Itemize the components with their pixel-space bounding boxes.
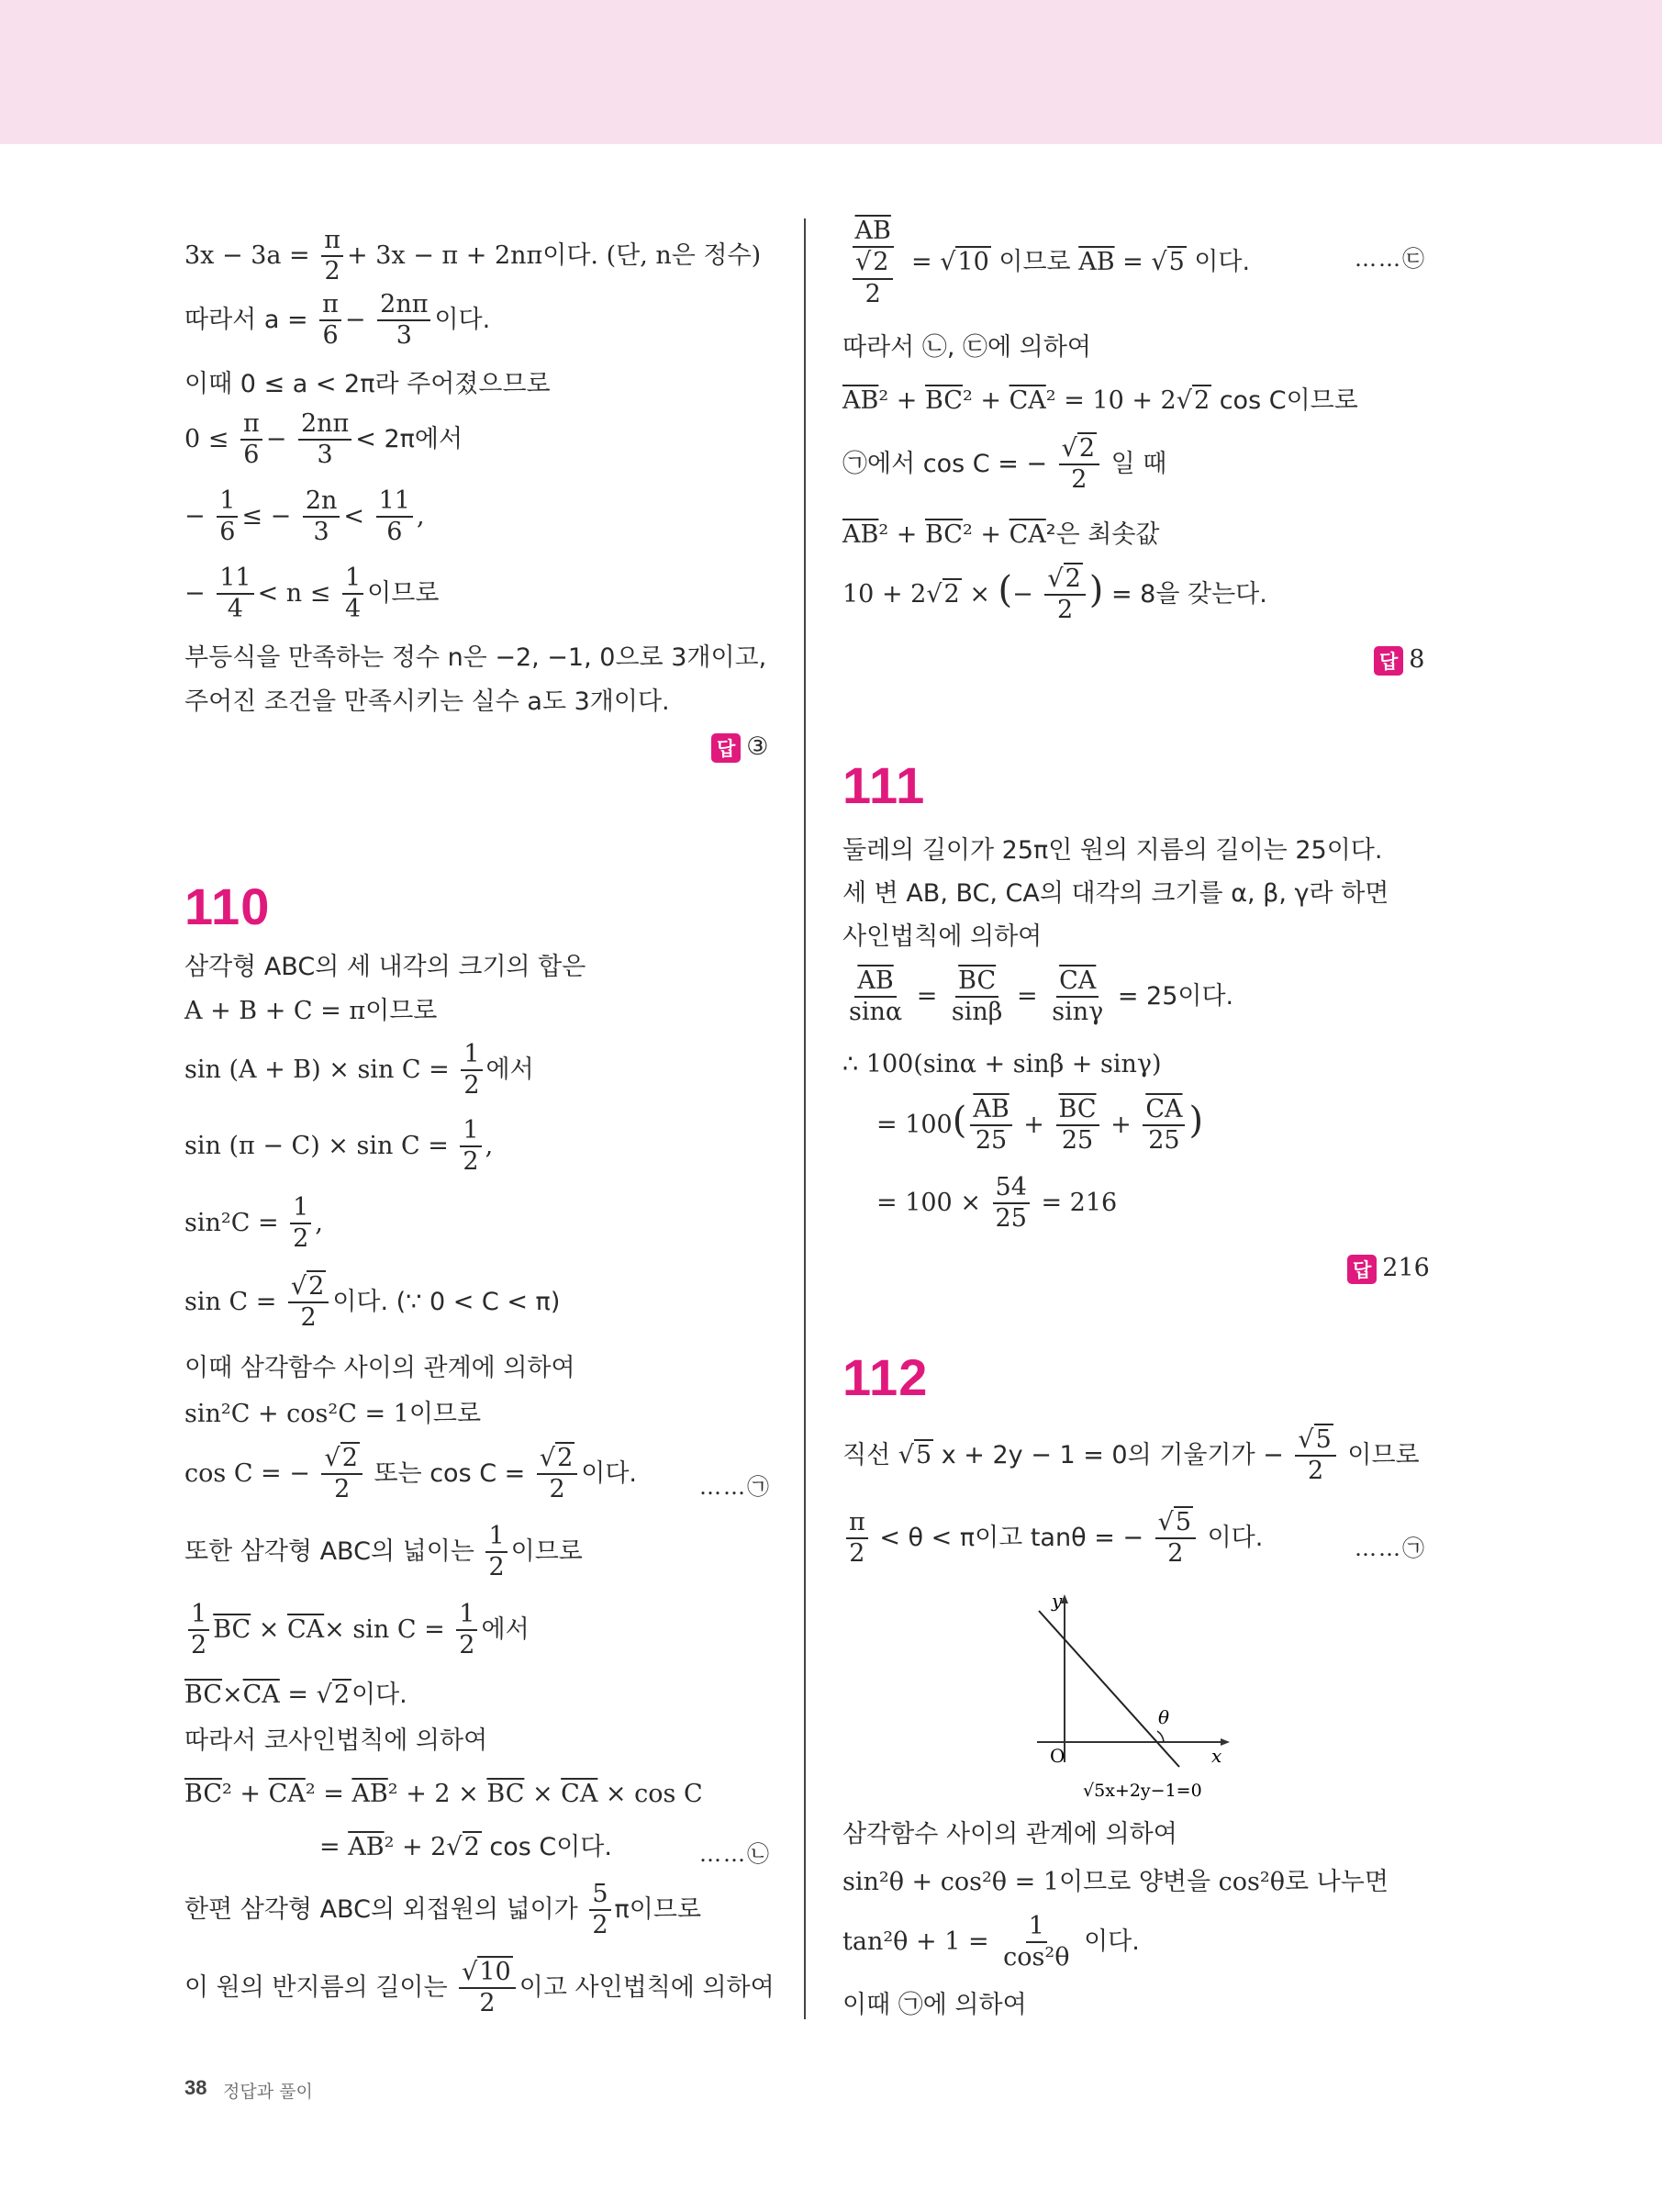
right-111-line-3: 사인법칙에 의하여 — [842, 922, 1043, 951]
radicand: 5 — [1168, 248, 1185, 277]
right-111-line-1: 둘레의 길이가 25π인 원의 지름의 길이는 25이다. — [842, 836, 1383, 865]
left-110-line-16 — [184, 1882, 701, 1939]
fraction — [1056, 1097, 1099, 1155]
fraction — [846, 1510, 868, 1568]
numerator: 2nπ — [377, 292, 430, 321]
numerator: √10 — [459, 1960, 516, 1989]
fraction — [298, 411, 351, 469]
left-110-line-6 — [184, 1274, 560, 1332]
text: , — [485, 1131, 494, 1160]
radicand: 2 — [308, 1272, 325, 1301]
text: 이므로 — [990, 248, 1079, 277]
segment: $\overline{AB}$ — [351, 1780, 388, 1808]
left-line-2 — [184, 292, 490, 350]
denominator: 2 — [479, 1989, 496, 2018]
denominator: 2 — [293, 1224, 309, 1254]
right-112-line-1: 직선 √5 x + 2y − 1 = 0의 기울기가 − $\frac{√5}{2}$ 이므로 — [842, 1425, 1420, 1486]
text: − — [1012, 579, 1042, 609]
right-line-2: 따라서 ㉡, ㉢에 의하여 — [842, 333, 1091, 362]
text: 일 때 — [1103, 449, 1167, 478]
text: 이다. — [1076, 1927, 1140, 1956]
mark-giyeok-2: ……㉠ — [1355, 1536, 1426, 1561]
text: × — [222, 1681, 243, 1709]
radicand: 10 — [479, 1958, 511, 1986]
segment: $\overline{BC}$ — [486, 1780, 525, 1808]
paren: ( — [998, 568, 1013, 611]
numerator: 1 — [485, 1524, 507, 1553]
answer-109 — [711, 732, 769, 763]
fraction — [217, 565, 253, 623]
radicand: 2 — [1193, 386, 1210, 415]
answer-value: ③ — [746, 732, 769, 761]
fraction — [240, 411, 262, 469]
numerator: $\overline{BC}$ — [955, 968, 998, 998]
left-110-line-5 — [184, 1195, 323, 1253]
fraction — [1000, 1914, 1072, 1972]
fraction — [1049, 968, 1106, 1026]
mark-digeut: ……㉢ — [1355, 246, 1426, 272]
header-band — [0, 0, 1662, 144]
left-110-line-14 — [184, 1779, 703, 1810]
numerator: π — [319, 292, 341, 321]
text: ² + 2 — [384, 1833, 447, 1861]
numerator: π — [321, 228, 343, 257]
text: 이므로 — [510, 1536, 583, 1566]
denominator: 2 — [1071, 465, 1088, 495]
text: 이 원의 반지름의 길이는 — [184, 1972, 456, 2002]
radicand: 5 — [1315, 1425, 1332, 1454]
text: = — [903, 248, 941, 277]
line-equation-label: √5x+2y−1=0 — [1083, 1781, 1202, 1801]
paren: ( — [952, 1099, 967, 1142]
text: × — [961, 579, 998, 609]
denominator: 2 — [1056, 596, 1074, 625]
numerator: 1 — [1026, 1914, 1047, 1943]
denominator: 2 — [592, 1911, 608, 1940]
numerator: √2 — [1059, 436, 1099, 465]
radicand: 10 — [957, 248, 989, 277]
fraction — [1059, 436, 1099, 494]
paren: ) — [1188, 1099, 1204, 1142]
radicand: 2 — [1078, 434, 1096, 463]
fraction — [846, 218, 899, 307]
text: = — [909, 981, 945, 1011]
numerator: 1 — [460, 1118, 481, 1147]
text: 한편 삼각형 ABC의 외접원의 넓이가 — [184, 1894, 586, 1924]
fraction — [461, 1042, 482, 1100]
right-line-1: $\frac{\overline{AB}}{\frac{√2}{2}}$ = √10 이므로 $\overline{AB} = √5$ 이다. — [842, 218, 1250, 307]
text: cos C이므로 — [1211, 386, 1358, 415]
fraction — [1155, 1510, 1196, 1568]
right-111-line-5: ∴ 100(sinα + sinβ + sinγ) — [842, 1050, 1162, 1078]
text: = — [319, 1833, 349, 1861]
text: 이다. — [1199, 1523, 1264, 1552]
left-110-line-11: $\frac{1}{2}$ $\overline{BC} \times \overline{CA}\times \sin C$ = $\frac{1}{2}$ 에서 — [184, 1602, 530, 1659]
segment: $\overline{CA}$ — [242, 1681, 280, 1709]
text: cos C = − — [184, 1458, 318, 1488]
text: 또는 cos C = — [365, 1458, 533, 1488]
denominator: 2 — [463, 1071, 480, 1100]
fraction — [949, 968, 1006, 1026]
denominator: 25 — [1061, 1126, 1094, 1156]
column-divider — [804, 218, 806, 2019]
radicand: 2 — [341, 1444, 358, 1472]
denominator: 3 — [396, 321, 412, 351]
fraction — [321, 228, 343, 285]
mark-nieun: ……㉡ — [699, 1841, 771, 1867]
fraction — [376, 488, 413, 546]
numerator: $\overline{AB}$ — [854, 968, 896, 998]
denominator: 6 — [219, 518, 236, 547]
text: , — [416, 501, 425, 531]
segment: $\overline{CA}$ — [561, 1780, 598, 1808]
answer-110 — [1374, 645, 1424, 676]
answer-badge: 답 — [1374, 646, 1403, 676]
radicand: 2 — [557, 1444, 574, 1472]
fraction — [993, 1175, 1030, 1233]
numerator: √5 — [1295, 1427, 1335, 1457]
denominator: 2 — [459, 1631, 475, 1660]
denominator: cos²θ — [1003, 1943, 1070, 1972]
numerator: 1 — [342, 565, 363, 595]
text: = — [1009, 981, 1046, 1011]
fraction — [1143, 1097, 1185, 1155]
text: 0 ≤ — [184, 424, 237, 453]
answer-badge: 답 — [711, 733, 741, 763]
denominator: 2 — [334, 1475, 351, 1504]
fraction — [188, 1602, 209, 1659]
segment: $\overline{AB}$ — [842, 386, 879, 415]
denominator: 2 — [300, 1303, 317, 1333]
numerator: 2n — [303, 488, 340, 518]
answer-111 — [1347, 1254, 1430, 1284]
denominator: 4 — [344, 595, 362, 624]
fraction — [485, 1524, 507, 1581]
numerator: 1 — [188, 1602, 209, 1631]
inner-denominator: 2 — [864, 279, 881, 308]
text: ² + 2 × — [387, 1780, 487, 1808]
text: − — [184, 578, 214, 608]
text: 이므로 — [367, 578, 440, 608]
denominator: sinβ — [951, 998, 1003, 1027]
right-line-5 — [842, 519, 1160, 551]
text: < n ≤ — [257, 578, 339, 608]
segment: $\overline{BC}$ — [924, 520, 963, 549]
right-111-line-2: 세 변 AB, BC, CA의 대각의 크기를 α, β, γ라 하면 — [842, 879, 1389, 908]
denominator: 25 — [1148, 1126, 1180, 1156]
fraction — [290, 1195, 311, 1253]
denominator: sinγ — [1052, 998, 1104, 1027]
numerator: √2 — [321, 1446, 362, 1475]
left-110-line-7: 이때 삼각함수 사이의 관계에 의하여 — [184, 1354, 575, 1382]
fraction — [970, 1097, 1011, 1155]
text: − — [344, 305, 374, 334]
numerator: √2 — [288, 1274, 329, 1303]
segment: $\overline{BC}$ — [924, 386, 963, 415]
text: + 3x − π + 2nπ이다. (단, n은 정수) — [347, 240, 762, 270]
text: π이므로 — [614, 1894, 702, 1924]
y-label: y — [1052, 1592, 1063, 1612]
segment: $\overline{AB}$ — [1078, 248, 1115, 277]
denominator: 2 — [849, 1539, 865, 1569]
text: sin²C = — [184, 1208, 287, 1237]
text: 따라서 a = — [184, 305, 317, 334]
fraction — [1295, 1427, 1335, 1485]
numerator: 2nπ — [298, 411, 351, 441]
x-label: x — [1211, 1745, 1222, 1767]
numerator: 1 — [461, 1042, 482, 1071]
text: × sin C = — [324, 1614, 453, 1644]
mark-giyeok: ……㉠ — [699, 1474, 771, 1500]
answer-value: 216 — [1382, 1254, 1430, 1282]
numerator: √2 — [537, 1446, 577, 1475]
left-110-line-13: 따라서 코사인법칙에 의하여 — [184, 1726, 488, 1755]
left-line-6 — [184, 565, 439, 623]
right-111-line-4 — [842, 968, 1233, 1026]
right-112-line-4: sin²θ + cos²θ = 1이므로 양변을 cos²θ로 나누면 — [842, 1868, 1389, 1896]
text: tan²θ + 1 = — [842, 1927, 998, 1956]
left-110-line-3 — [184, 1042, 534, 1100]
text: = 216 — [1032, 1188, 1118, 1217]
fraction — [456, 1602, 477, 1659]
denominator: 4 — [227, 595, 243, 624]
numerator: $\overline{CA}$ — [1056, 968, 1099, 998]
fraction — [589, 1882, 610, 1939]
numerator: 11 — [376, 488, 413, 518]
text: ² = — [305, 1780, 352, 1808]
left-110-line-12: $\overline{BC}\times\overline{CA} = √2$이다. — [184, 1681, 407, 1709]
text: 에서 — [485, 1055, 534, 1084]
fraction — [377, 292, 430, 350]
right-111-line-7 — [876, 1175, 1117, 1233]
paren: ) — [1088, 568, 1104, 611]
text: ² = 10 + 2 — [1045, 386, 1177, 415]
numerator: 54 — [993, 1175, 1030, 1204]
fraction — [342, 565, 363, 623]
segment: $\overline{CA}$ — [268, 1780, 306, 1808]
fraction — [1044, 566, 1085, 624]
text: < — [343, 501, 373, 531]
angle-arc — [1157, 1731, 1164, 1742]
numerator: 1 — [217, 488, 238, 518]
left-110-line-2: A + B + C = π이므로 — [184, 997, 438, 1025]
segment: $\overline{CA}$ — [1009, 386, 1046, 415]
footer-label: 정답과 풀이 — [223, 2082, 313, 2102]
radicand: 2 — [333, 1681, 351, 1709]
segment: $\overline{BC}$ — [213, 1614, 251, 1644]
text: 또한 삼각형 ABC의 넓이는 — [184, 1536, 483, 1566]
text: = — [279, 1681, 317, 1709]
text: sin (A + B) × sin C = — [184, 1055, 458, 1084]
radicand: 2 — [1065, 564, 1081, 593]
denominator: 6 — [243, 441, 260, 470]
text: ² + — [878, 386, 925, 415]
radicand: 2 — [873, 248, 889, 277]
x-axis-arrow-icon — [1221, 1738, 1230, 1746]
numerator: $\overline{AB}$ — [970, 1097, 1011, 1126]
text: < 2π에서 — [355, 424, 463, 453]
text: ² + — [222, 1780, 269, 1808]
radicand: 2 — [463, 1833, 480, 1861]
left-110-line-15: = $\overline{AB}^2 + 2√2$ cos C이다. — [319, 1833, 612, 1861]
left-line-4 — [184, 411, 463, 469]
denominator: 2 — [1308, 1457, 1324, 1486]
theta-label: θ — [1158, 1706, 1170, 1728]
text: = 100 — [876, 1110, 953, 1139]
text: = — [1114, 248, 1152, 277]
right-111-line-6 — [876, 1097, 1203, 1155]
left-line-3: 이때 0 ≤ a < 2π라 주어졌으므로 — [184, 370, 551, 398]
segment: $\overline{AB}$ — [842, 520, 879, 549]
numerator: 5 — [589, 1882, 610, 1911]
text: 이고 사인법칙에 의하여 — [519, 1972, 775, 2002]
text: ² + — [962, 520, 1009, 549]
problem-number-112: 112 — [842, 1348, 929, 1406]
fraction — [319, 292, 341, 350]
fraction — [303, 488, 340, 546]
text: − — [265, 424, 295, 453]
right-112-line-5 — [842, 1914, 1140, 1972]
right-112-line-6: 이때 ㉠에 의하여 — [842, 1991, 1027, 2019]
graph-line — [1039, 1611, 1179, 1767]
fraction — [460, 1118, 481, 1176]
denominator: 25 — [995, 1204, 1027, 1234]
text: = 100 × — [876, 1188, 989, 1217]
numerator: $\overline{AB}$ — [853, 218, 894, 248]
segment: $\overline{CA}$ — [1009, 520, 1046, 549]
left-line-1 — [184, 228, 761, 285]
denominator — [846, 248, 899, 307]
text: 에서 — [481, 1614, 530, 1644]
numerator: 11 — [217, 565, 253, 595]
problem-number-111: 111 — [842, 756, 926, 814]
denominator: sinα — [849, 998, 903, 1027]
text: × — [524, 1780, 562, 1808]
left-110-line-10 — [184, 1524, 583, 1581]
text: , — [315, 1208, 323, 1237]
text: < θ < π이고 tanθ = − — [871, 1523, 1152, 1552]
text: 이다. — [581, 1458, 638, 1488]
text: + — [1015, 1110, 1053, 1139]
fraction — [537, 1446, 577, 1503]
text: 이다. — [351, 1681, 407, 1709]
text: 이다. — [1186, 248, 1251, 277]
denominator: 2 — [324, 257, 340, 286]
left-110-line-1: 삼각형 ABC의 세 내각의 크기의 합은 — [184, 953, 586, 981]
text: 이므로 — [1339, 1440, 1420, 1469]
right-112-line-3: 삼각함수 사이의 관계에 의하여 — [842, 1820, 1177, 1849]
denominator: 2 — [549, 1475, 565, 1504]
fraction — [459, 1960, 516, 2017]
segment: $\overline{CA}$ — [287, 1614, 325, 1644]
denominator: 2 — [1167, 1539, 1184, 1569]
text: sin C = — [184, 1287, 284, 1316]
denominator: 25 — [975, 1126, 1008, 1156]
text: x + 2y − 1 = 0의 기울기가 − — [933, 1440, 1292, 1469]
text: ≤ − — [241, 501, 299, 531]
text: 직선 — [842, 1440, 898, 1469]
right-112-line-2 — [842, 1510, 1263, 1568]
right-line-3: $\overline{AB}^2 + \overline{BC}^2 + \overline{CA}^2 = 10 + 2√2$ cos C이므로 — [842, 386, 1358, 415]
inner-fraction: $\frac{√2}{2}$ — [853, 250, 893, 307]
text: ²은 최솟값 — [1045, 520, 1160, 549]
segment: $\overline{AB}$ — [348, 1833, 385, 1861]
text: ² + — [962, 386, 1009, 415]
left-110-line-17 — [184, 1960, 775, 2017]
text: 3x − 3a = — [184, 240, 318, 270]
right-line-4 — [842, 436, 1166, 494]
text: 10 + 2 — [842, 579, 927, 609]
numerator: $\overline{CA}$ — [1143, 1097, 1185, 1126]
left-line-7: 부등식을 만족하는 정수 n은 −2, −1, 0으로 3개이고, — [184, 643, 767, 672]
text: cos C이다. — [481, 1833, 612, 1861]
text: ㉠에서 cos C = − — [842, 449, 1055, 478]
numerator: π — [240, 411, 262, 441]
left-line-8: 주어진 조건을 만족시키는 실수 a도 3개이다. — [184, 687, 670, 716]
radicand: 5 — [915, 1440, 932, 1469]
segment: $\overline{BC}$ — [184, 1780, 223, 1808]
denominator: 3 — [317, 441, 333, 470]
text: 이다. (∵ 0 < C < π) — [332, 1287, 561, 1316]
text: = 25이다. — [1110, 981, 1234, 1011]
denominator: 6 — [386, 518, 403, 547]
fraction — [846, 968, 905, 1026]
denominator: 2 — [191, 1631, 207, 1660]
numerator: $\overline{BC}$ — [1056, 1097, 1099, 1126]
answer-badge: 답 — [1347, 1255, 1377, 1284]
denominator: 2 — [488, 1553, 505, 1582]
left-110-line-9 — [184, 1446, 637, 1503]
segment: $\overline{BC}$ — [184, 1681, 223, 1709]
text: ² + — [878, 520, 925, 549]
problem-number-110: 110 — [184, 877, 271, 935]
denominator: 6 — [322, 321, 339, 351]
radicand: 2 — [943, 579, 960, 609]
page-number: 38 — [184, 2076, 207, 2099]
denominator: 2 — [463, 1147, 479, 1177]
answer-value: 8 — [1409, 645, 1425, 674]
numerator: 1 — [456, 1602, 477, 1631]
left-110-line-8: sin²C + cos²C = 1이므로 — [184, 1400, 482, 1428]
line-graph — [1019, 1592, 1239, 1808]
text: 이다. — [434, 305, 491, 334]
text: − — [184, 501, 214, 531]
text: × cos C — [597, 1780, 703, 1808]
fraction — [288, 1274, 329, 1332]
fraction — [217, 488, 238, 546]
text: + — [1102, 1110, 1140, 1139]
numerator: √5 — [1155, 1510, 1196, 1539]
radicand: 5 — [1175, 1508, 1192, 1536]
right-line-6: 10 + 2√2 × (− $\frac{√2}{2}$ ) = 8을 갖는다. — [842, 564, 1267, 625]
denominator: 3 — [313, 518, 329, 547]
left-110-line-4 — [184, 1118, 493, 1176]
fraction — [321, 1446, 362, 1503]
numerator: 1 — [290, 1195, 311, 1224]
numerator: √2 — [1044, 566, 1085, 596]
numerator: π — [846, 1510, 868, 1539]
text: sin (π − C) × sin C = — [184, 1131, 457, 1160]
left-line-5 — [184, 488, 425, 546]
text: = 8을 갖는다. — [1103, 579, 1267, 609]
origin-label: O — [1050, 1745, 1065, 1767]
